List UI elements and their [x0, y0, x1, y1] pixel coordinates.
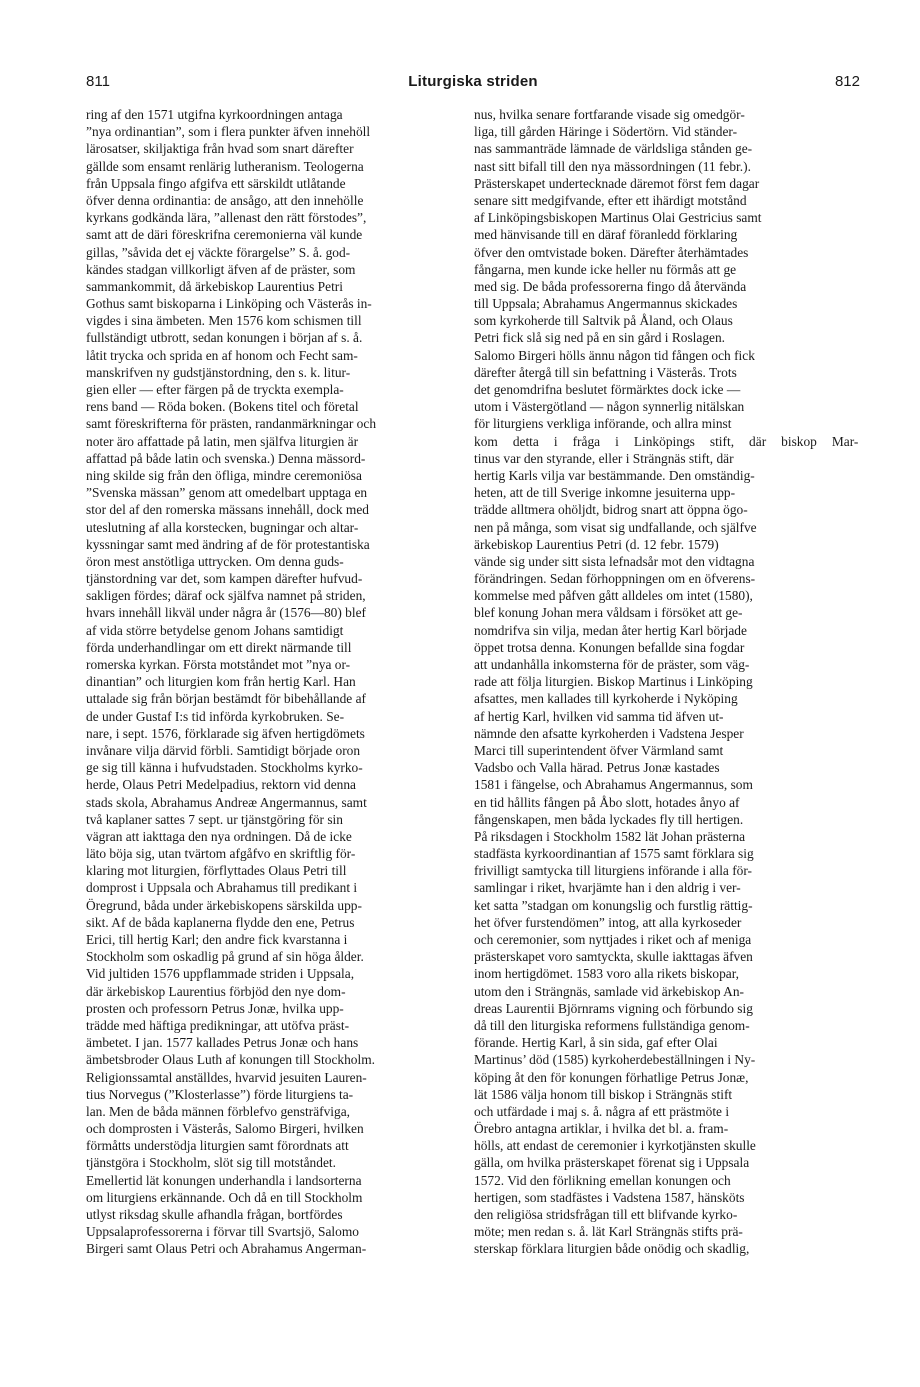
text-line: samt föreskrifterna för prästen, randanmärkningar och [86, 416, 377, 432]
text-line: prosten och professorn Petrus Jonæ, hvilka upp- [86, 1000, 344, 1016]
text-line: för liturgiens verkliga införande, och allra minst [474, 416, 732, 432]
text-line: från Uppsala fingo afgifva ett särskildt utlåtande [86, 175, 346, 191]
text-line: därefter återgå till sin befattning i Västerås. Trots [474, 364, 737, 380]
text-line: ärkebiskop Laurentius Petri (d. 12 febr. 1579) [474, 536, 719, 552]
text-line: lät 1586 välja honom till biskop i Strängnäs stift [474, 1086, 733, 1102]
page-number-left: 811 [86, 73, 110, 90]
text-line: fångarna, men kunde icke heller nu förmås att ge [474, 261, 737, 277]
text-line: och domprosten i Västerås, Salomo Birgeri, hvilken [86, 1121, 364, 1137]
text-line: af Linköpingsbiskopen Martinus Olai Gestricius samt [474, 210, 762, 226]
text-line: stadfästa kyrkoordinantian af 1575 samt förklara sig [474, 846, 754, 862]
text-line: förda underhandlingar om ett direkt närmande till [86, 639, 352, 655]
text-line: om liturgiens erkännande. Och då en till Stockholm [86, 1189, 363, 1205]
text-line: 1581 i fängelse, och Abrahamus Angermannus, som [474, 777, 753, 793]
text-line: invånare vilja därvid förbli. Samtidigt började oron [86, 742, 361, 758]
text-line: som kyrkoherde till Saltvik på Åland, och Olaus [474, 313, 733, 329]
text-line: kom detta i fråga i Linköpings stift, där biskop Mar- [474, 433, 858, 449]
text-line: herde, Olaus Petri Medelpadius, rektorn vid denna [86, 777, 356, 793]
text-line: möte; men redan s. å. lät Karl Strängnäs stifts prä- [474, 1224, 743, 1240]
text-line: manskrifven ny gudstjänstordning, den s. k. litur- [86, 364, 351, 380]
text-line: nast sitt bifall till den nya mässordningen (11 febr.). [474, 158, 751, 174]
text-line: liga, till gården Häringe i Södertörn. Vid ständer- [474, 124, 738, 140]
right-column [474, 106, 858, 1258]
text-line: läto böja sig, utan tvärtom afgåfvo en skriftlig för- [86, 846, 356, 862]
text-line: kändes stadgan villkorligt äfven af de präster, som [86, 261, 356, 277]
text-line: sakligen fördes; däraf ock själfva namnet på striden, [86, 588, 366, 604]
text-line: utom i Västergötland — någon synnerlig nitälskan [474, 399, 745, 415]
text-line: utom den i Strängnäs, samlade vid ärkebiskop An- [474, 983, 744, 999]
text-line: förande. Hertig Karl, å sin sida, gaf efter Olai [474, 1035, 718, 1051]
text-line: noter äro affattade på latin, men själfva liturgien är [86, 433, 359, 449]
text-line: trädde med häftiga predikningar, att utöfva präst- [86, 1017, 350, 1033]
text-line: ”Svenska mässan” genom att omedelbart upptaga en [86, 485, 368, 501]
text-line: köping åt den för konungen förhatlige Petrus Jonæ, [474, 1069, 749, 1085]
text-line: sammankommit, då ärkebiskop Laurentius Petri [86, 278, 343, 294]
text-line: öfver denna ordinantia: de ansågo, att den innehölle [86, 192, 364, 208]
text-line: Vid jultiden 1576 uppflammade striden i Uppsala, [86, 966, 355, 982]
text-line: ge sig till känna i hufvudstaden. Stockholms kyrko- [86, 760, 363, 776]
text-line: nämnde den afsatte kyrkoherden i Vadstena Jesper [474, 725, 744, 741]
text-line: den religiösa stridsfrågan till ett blifvande kyrko- [474, 1207, 738, 1222]
text-line: blef konung Johan mera våldsam i försöket att ge- [474, 605, 743, 621]
text-line: af hertig Karl, hvilken vid samma tid äfven ut- [474, 708, 724, 724]
text-line: samt att de däri föreskrifna ceremonierna väl kunde [86, 227, 363, 243]
text-line: inom hertigdömet. 1583 voro alla rikets biskopar, [474, 966, 739, 982]
text-line: Martinus’ död (1585) kyrkoherdebeställningen i Ny- [474, 1052, 756, 1068]
text-line: med hänvisande till en däraf föranledd förklaring [474, 227, 738, 243]
text-line: sikt. Af de båda kaplanerna flydde den ene, Petrus [86, 914, 355, 930]
text-line: tius Norvegus (”Klosterlasse”) förde liturgiens ta- [86, 1086, 354, 1102]
text-line: kommelse med påfven gått alldeles om intet (1580), [474, 588, 753, 604]
text-line: en tid hållits fången på Åbo slott, hotades ånyo af [474, 794, 740, 810]
text-line: Petri fick slå sig ned på en sin gård i Roslagen. [474, 330, 726, 346]
text-line: med sig. De båda professorerna fingo då återvända [474, 278, 747, 294]
text-line: Uppsalaprofessorerna i förvar till Svartsjö, Salomo [86, 1224, 359, 1240]
text-line: de under Gustaf I:s tid införda kyrkobruken. Se- [86, 708, 345, 724]
text-line: vände sig under sitt sista lefnadsår mot den vidtagna [474, 553, 755, 569]
text-line: affattad på både latin och svenska.) Denna mässord- [86, 450, 366, 466]
text-line: lan. Men de båda männen förblefvo gensträfviga, [86, 1103, 350, 1119]
text-line: ring af den 1571 utgifna kyrkoordningen antaga [86, 107, 343, 122]
text-line: stor del af den romerska mässans innehåll, dock med [86, 502, 369, 518]
text-line: ”nya ordinantian”, som i flera punkter äfven innehöll [86, 124, 371, 140]
text-line: vigdes i sina ämbeten. Men 1576 kom schismen till [86, 313, 362, 329]
text-line: förmåtts understödja liturgien samt förordnats att [86, 1138, 349, 1154]
text-line: dinantian” och liturgien kom från hertig Karl. Han [86, 674, 356, 690]
text-line: två kaplaner sattes 7 sept. ur tjänstgöring för sin [86, 811, 343, 827]
text-line: tinus var den styrande, eller i Strängnäs stift, där [474, 450, 734, 466]
left-column [86, 106, 476, 1258]
text-line: stads skola, Abrahamus Andreæ Angermannus, samt [86, 794, 367, 810]
text-line: af vida större betydelse genom Johans samtidigt [86, 622, 344, 638]
text-line: hvars innehåll likväl under några år (1576—80) blef [86, 605, 366, 621]
text-line: rens band — Röda boken. (Bokens titel och företal [86, 399, 359, 415]
text-line: Öregrund, båda under ärkebiskopens särskilda upp- [86, 897, 362, 913]
text-line: tjänstgöra i Stockholm, slöt sig till motståndet. [86, 1155, 336, 1171]
text-line: nen på många, som visat sig undfallande, och själfve [474, 519, 757, 535]
text-line: nare, i sept. 1576, förklarade sig äfven hertigdömets [86, 725, 365, 741]
text-line: låtit trycka och sprida en af honom och Fecht sam- [86, 347, 358, 363]
text-line: Salomo Birgeri hölls ännu någon tid fången och fick [474, 347, 755, 363]
running-title: Liturgiska striden [408, 73, 538, 90]
text-line: att undanhålla inkomsterna för de präster, som väg- [474, 657, 750, 672]
text-line: fullständigt utbrott, sedan konungen i början af s. å. [86, 330, 363, 346]
text-line: afsattes, men kallades till kyrkoherde i Nyköping [474, 691, 738, 707]
text-line: Erici, till hertig Karl; den andre fick kvarstanna i [86, 932, 348, 947]
page-header [86, 73, 860, 95]
text-line: prästerskapet voro samtyckta, skulle iakttagas äfven [474, 949, 753, 965]
text-line: det genomdrifna beslutet förmärktes dock icke — [474, 382, 741, 397]
text-line: nomdrifva sin vilja, medan åter hertig Karl började [474, 622, 747, 638]
text-line: frivilligt samtycka till liturgiens införande i alla för- [474, 863, 753, 879]
text-line: då till den liturgiska reformens fullständiga genom- [474, 1017, 750, 1033]
text-line: samlingar i riket, hvarjämte han i den aldrig i ver- [474, 880, 741, 896]
text-line: ket satta ”stadgan om konungslig och furstlig rättig- [474, 897, 753, 913]
text-line: öfver den omtvistade boken. Därefter återhämtades [474, 244, 749, 260]
text-line: öppet trotsa denna. Konungen befallde sina fogdar [474, 639, 745, 655]
text-line: vägran att iakttaga den nya ordningen. Då de icke [86, 828, 352, 844]
text-line: gillas, ”såvida det ej väckte förargelse” S. å. god- [86, 244, 351, 260]
text-line: kyrkans godkända lära, ”allenast den rätt förstodes”, [86, 210, 367, 226]
text-line: Prästerskapet undertecknade däremot först fem dagar [474, 175, 760, 191]
text-line: tjänstordning var det, som kampen därefter hufvud- [86, 571, 363, 587]
text-line: hölls, att endast de ceremonier i kyrkotjänsten skulle [474, 1138, 756, 1154]
text-line: utlyst riksdag skulle afhandla frågan, bortfördes [86, 1207, 343, 1222]
text-line: fångenskapen, men båda lyckades fly till hertigen. [474, 811, 744, 827]
text-line: kyssningar samt med ändring af de för protestantiska [86, 536, 370, 552]
text-line: uteslutning af alla korstecken, bugningar och altar- [86, 519, 359, 535]
text-line: Marci till superintendent öfver Värmland samt [474, 742, 724, 758]
text-line: Gothus samt biskoparna i Linköping och Västerås in- [86, 296, 372, 312]
text-line: klaring mot liturgien, förflyttades Olaus Petri till [86, 863, 347, 879]
text-line: och utfärdade i maj s. å. några af ett prästmöte i [474, 1103, 730, 1119]
text-line: Stockholm som oskadlig på grund af sin höga ålder. [86, 949, 364, 965]
text-line: ämbetet. I jan. 1577 kallades Petrus Jonæ och hans [86, 1035, 359, 1051]
text-line: Örebro antagna artiklar, i hvilka det bl. a. fram- [474, 1121, 729, 1137]
text-line: gälla, om hvilka prästerskapet förenat sig i Uppsala [474, 1155, 750, 1171]
text-line: ämbetsbroder Olaus Luth af konungen till Stockholm. [86, 1052, 375, 1068]
page-number-right: 812 [834, 73, 860, 90]
text-line: Vadsbo och Valla härad. Petrus Jonæ kastades [474, 760, 720, 776]
text-line: Birgeri samt Olaus Petri och Abrahamus Angerman- [86, 1241, 367, 1257]
text-line: gällde som ensamt renlärig lutheranism. Teologerna [86, 158, 364, 174]
text-line: ning skilde sig från den öfliga, mindre ceremoniösa [86, 467, 362, 483]
text-line: till Uppsala; Abrahamus Angermannus skickades [474, 296, 738, 312]
text-line: heten, att de till Sverige inkomne jesuiterna upp- [474, 485, 736, 501]
text-line: 1572. Vid den förlikning emellan konungen och [474, 1172, 731, 1188]
text-line: senare sitt medgifvande, efter ett ihärdigt motstånd [474, 192, 747, 208]
text-line: rade att följa liturgien. Biskop Martinus i Linköping [474, 674, 753, 690]
text-line: uttalade sig från början bestämdt för bibehållande af [86, 691, 366, 707]
text-line: sterskap förklara liturgien både onödig och skadlig, [474, 1241, 750, 1257]
text-line: hertig Karls vilja var bestämmande. Den omständig- [474, 467, 755, 483]
text-line: och ceremonier, som nyttjades i riket och af meniga [474, 932, 752, 947]
text-line: trädde alltmera ohöljdt, bidrog snart att öppna ögo- [474, 502, 748, 518]
text-line: nas sammanträde lämnade de världsliga stånden ge- [474, 141, 753, 157]
text-line: Religionssamtal anställdes, hvarvid jesuiten Lauren- [86, 1069, 367, 1085]
text-line: Emellertid lät konungen underhandla i landsorterna [86, 1172, 362, 1188]
text-line: nus, hvilka senare fortfarande visade sig omedgör- [474, 107, 745, 122]
text-line: På riksdagen i Stockholm 1582 lät Johan prästerna [474, 828, 746, 844]
text-line: förändringen. Sedan förhoppningen om en öfverens- [474, 571, 756, 587]
text-line: romerska kyrkan. Första motståndet mot ”nya or- [86, 657, 351, 672]
text-line: domprost i Uppsala och Abrahamus till predikant i [86, 880, 358, 896]
text-line: där ärkebiskop Laurentius förbjöd den nye dom- [86, 983, 346, 999]
text-line: öron mest anstötliga uttrycken. Om denna guds- [86, 553, 344, 569]
text-line: dreas Laurentii Björnrams vigning och förbundo sig [474, 1000, 753, 1016]
text-line: gien eller — efter färgen på de tryckta exempla- [86, 382, 344, 397]
text-line: lärosatser, skiljaktiga från hvad som snart därefter [86, 141, 354, 157]
text-line: het öfver furstendömen” intog, att alla kyrkoseder [474, 914, 742, 930]
text-line: hertigen, som stadfästes i Vadstena 1587, hänsköts [474, 1189, 745, 1205]
